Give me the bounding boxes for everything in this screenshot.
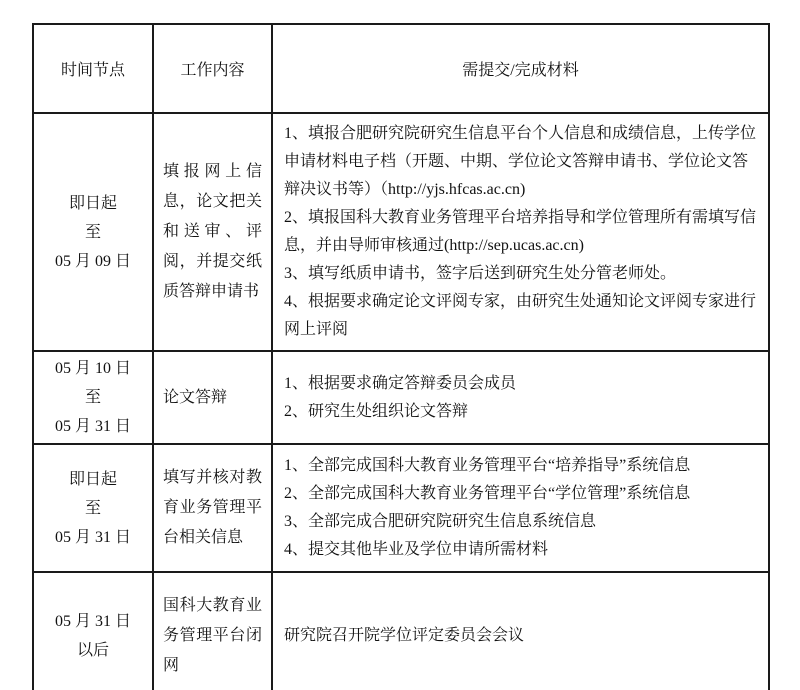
work-text: 填报网上信息，论文把关和送审、评阅，并提交纸质答辩申请书 (163, 163, 262, 300)
material-item: 2、研究生处组织论文答辩 (284, 402, 469, 420)
time-line: 05 月 10 日 (54, 360, 131, 377)
header-row (33, 24, 769, 113)
material-item: 2、填报国科大教育业务管理平台培养指导和学位管理所有需填写信息，并由导师审核通过(http://sep.ucas.ac.cn) (284, 209, 757, 254)
material-item: 研究院召开院学位评定委员会会议 (284, 627, 525, 644)
time-line: 以后 (76, 642, 109, 659)
materials-cell (272, 113, 769, 351)
work-cell (153, 113, 272, 351)
material-item: 3、填写纸质申请书，签字后送到研究生处分管老师处。 (284, 265, 677, 282)
time-line: 05 月 31 日 (54, 528, 131, 546)
time-line: 即日起 (68, 470, 117, 488)
table-row (33, 444, 769, 572)
materials-cell (272, 572, 769, 690)
schedule-table (32, 23, 770, 690)
time-cell (33, 444, 153, 572)
header-cell-work: 工作内容 (153, 24, 272, 113)
header-cell-time: 时间节点 (33, 24, 153, 113)
material-item: 3、全部完成合肥研究院研究生信息系统信息 (284, 513, 597, 530)
header-cell-materials: 需提交/完成材料 (272, 24, 769, 113)
time-line: 至 (84, 223, 101, 241)
time-line: 即日起 (68, 194, 117, 212)
time-line: 至 (84, 389, 101, 406)
work-text: 论文答辩 (163, 388, 228, 406)
work-cell (153, 444, 272, 572)
work-cell (153, 572, 272, 690)
materials-cell (272, 351, 769, 444)
material-item: 4、提交其他毕业及学位申请所需材料 (284, 541, 549, 558)
work-text: 国科大教育业务管理平台闭网 (163, 597, 262, 674)
work-text: 填写并核对教育业务管理平台相关信息 (163, 469, 262, 546)
time-cell (33, 572, 153, 690)
table-row (33, 572, 769, 690)
material-item: 4、根据要求确定论文评阅专家，由研究生处通知论文评阅专家进行网上评阅 (284, 293, 757, 338)
material-item: 1、根据要求确定答辩委员会成员 (284, 374, 517, 392)
time-line: 至 (84, 499, 101, 517)
materials-cell (272, 444, 769, 572)
time-line: 05 月 31 日 (54, 613, 131, 630)
time-cell (33, 351, 153, 444)
table-row (33, 113, 769, 351)
material-item: 1、全部完成国科大教育业务管理平台“培养指导”系统信息 (284, 457, 691, 474)
table-row (33, 351, 769, 444)
time-line: 05 月 09 日 (54, 252, 131, 270)
time-line: 05 月 31 日 (54, 418, 131, 435)
material-item: 1、填报合肥研究院研究生信息平台个人信息和成绩信息，上传学位申请材料电子档（开题、中期、学位论文答辩申请书、学位论文答辩决议书等）（http://yjs.hfcas.ac.cn) (284, 125, 757, 198)
work-cell (153, 351, 272, 444)
time-cell (33, 113, 153, 351)
material-item: 2、全部完成国科大教育业务管理平台“学位管理”系统信息 (284, 485, 691, 502)
